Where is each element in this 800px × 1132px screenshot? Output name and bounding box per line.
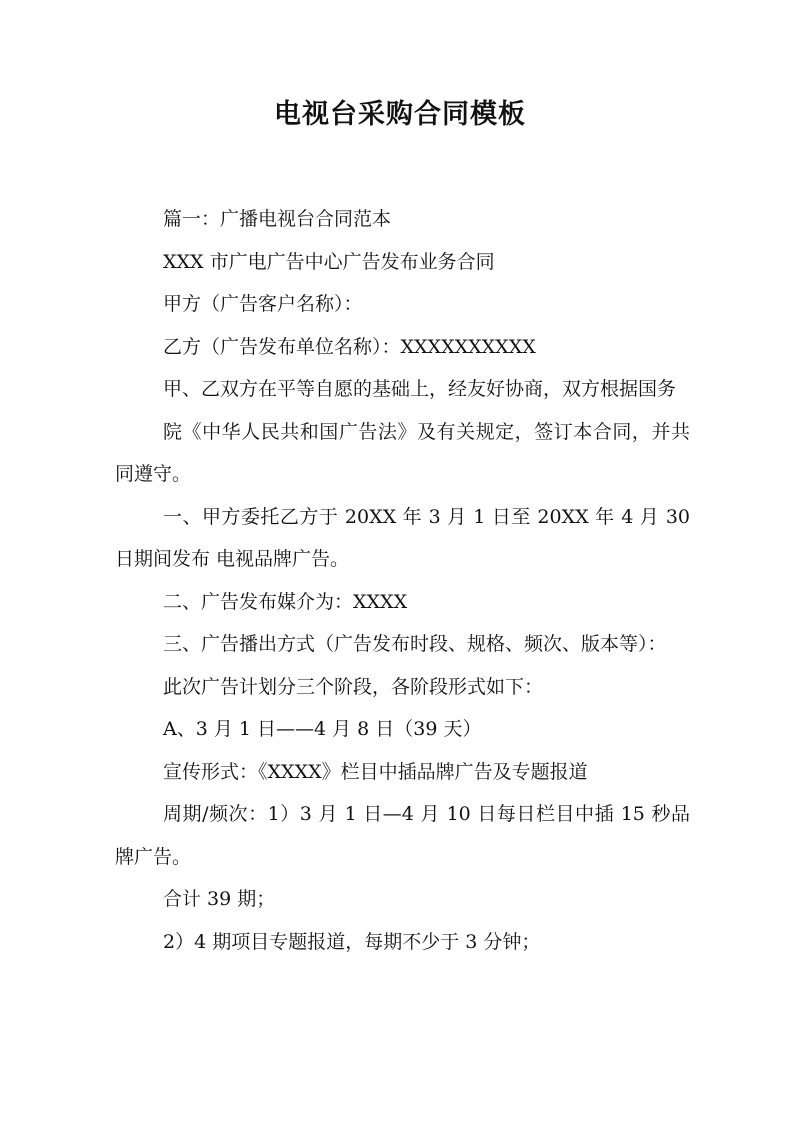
- paragraph-party-b: 乙方（广告发布单位名称）：XXXXXXXXXX: [163, 335, 536, 358]
- paragraph-party-a: 甲方（广告客户名称）：: [163, 293, 363, 315]
- paragraph-clause-2: 二、广告发布媒介为：XXXX: [163, 590, 408, 613]
- paragraph-clause-3: 三、广告播出方式（广告发布时段、规格、频次、版本等）：: [163, 633, 667, 655]
- paragraph-contract-name: XXX 市广电广告中心广告发布业务合同: [163, 250, 495, 273]
- paragraph-promo-form: 宣传形式：《XXXX》栏目中插品牌广告及专题报道: [163, 760, 588, 783]
- paragraph-clause-1: 一、甲方委托乙方于 20XX 年 3 月 1 日至 20XX 年 4 月 30 日期间发布 电视品牌广告。: [115, 505, 690, 570]
- paragraph-plan-intro: 此次广告计划分三个阶段，各阶段形式如下：: [163, 675, 544, 698]
- document-body: [115, 198, 690, 963]
- paragraph-preamble: 甲、乙双方在平等自愿的基础上，经友好协商，双方根据国务: [163, 378, 677, 400]
- paragraph-special-report: 2）4 期项目专题报道，每期不少于 3 分钟；: [163, 930, 541, 953]
- paragraph-total: 合计 39 期；: [163, 888, 276, 910]
- paragraph-section-heading: 篇一：广播电视台合同范本: [163, 208, 392, 230]
- paragraph-frequency: 周期/频次：1）3 月 1 日—4 月 10 日每日栏目中插 15 秒品牌广告。: [115, 803, 690, 868]
- paragraph-stage-a: A、3 月 1 日——4 月 8 日（39 天）: [163, 718, 482, 740]
- document-title: 电视台采购合同模板: [274, 99, 526, 130]
- paragraph-legal-basis: 院《中华人民共和国广告法》及有关规定，签订本合同，并共同遵守。: [115, 420, 690, 485]
